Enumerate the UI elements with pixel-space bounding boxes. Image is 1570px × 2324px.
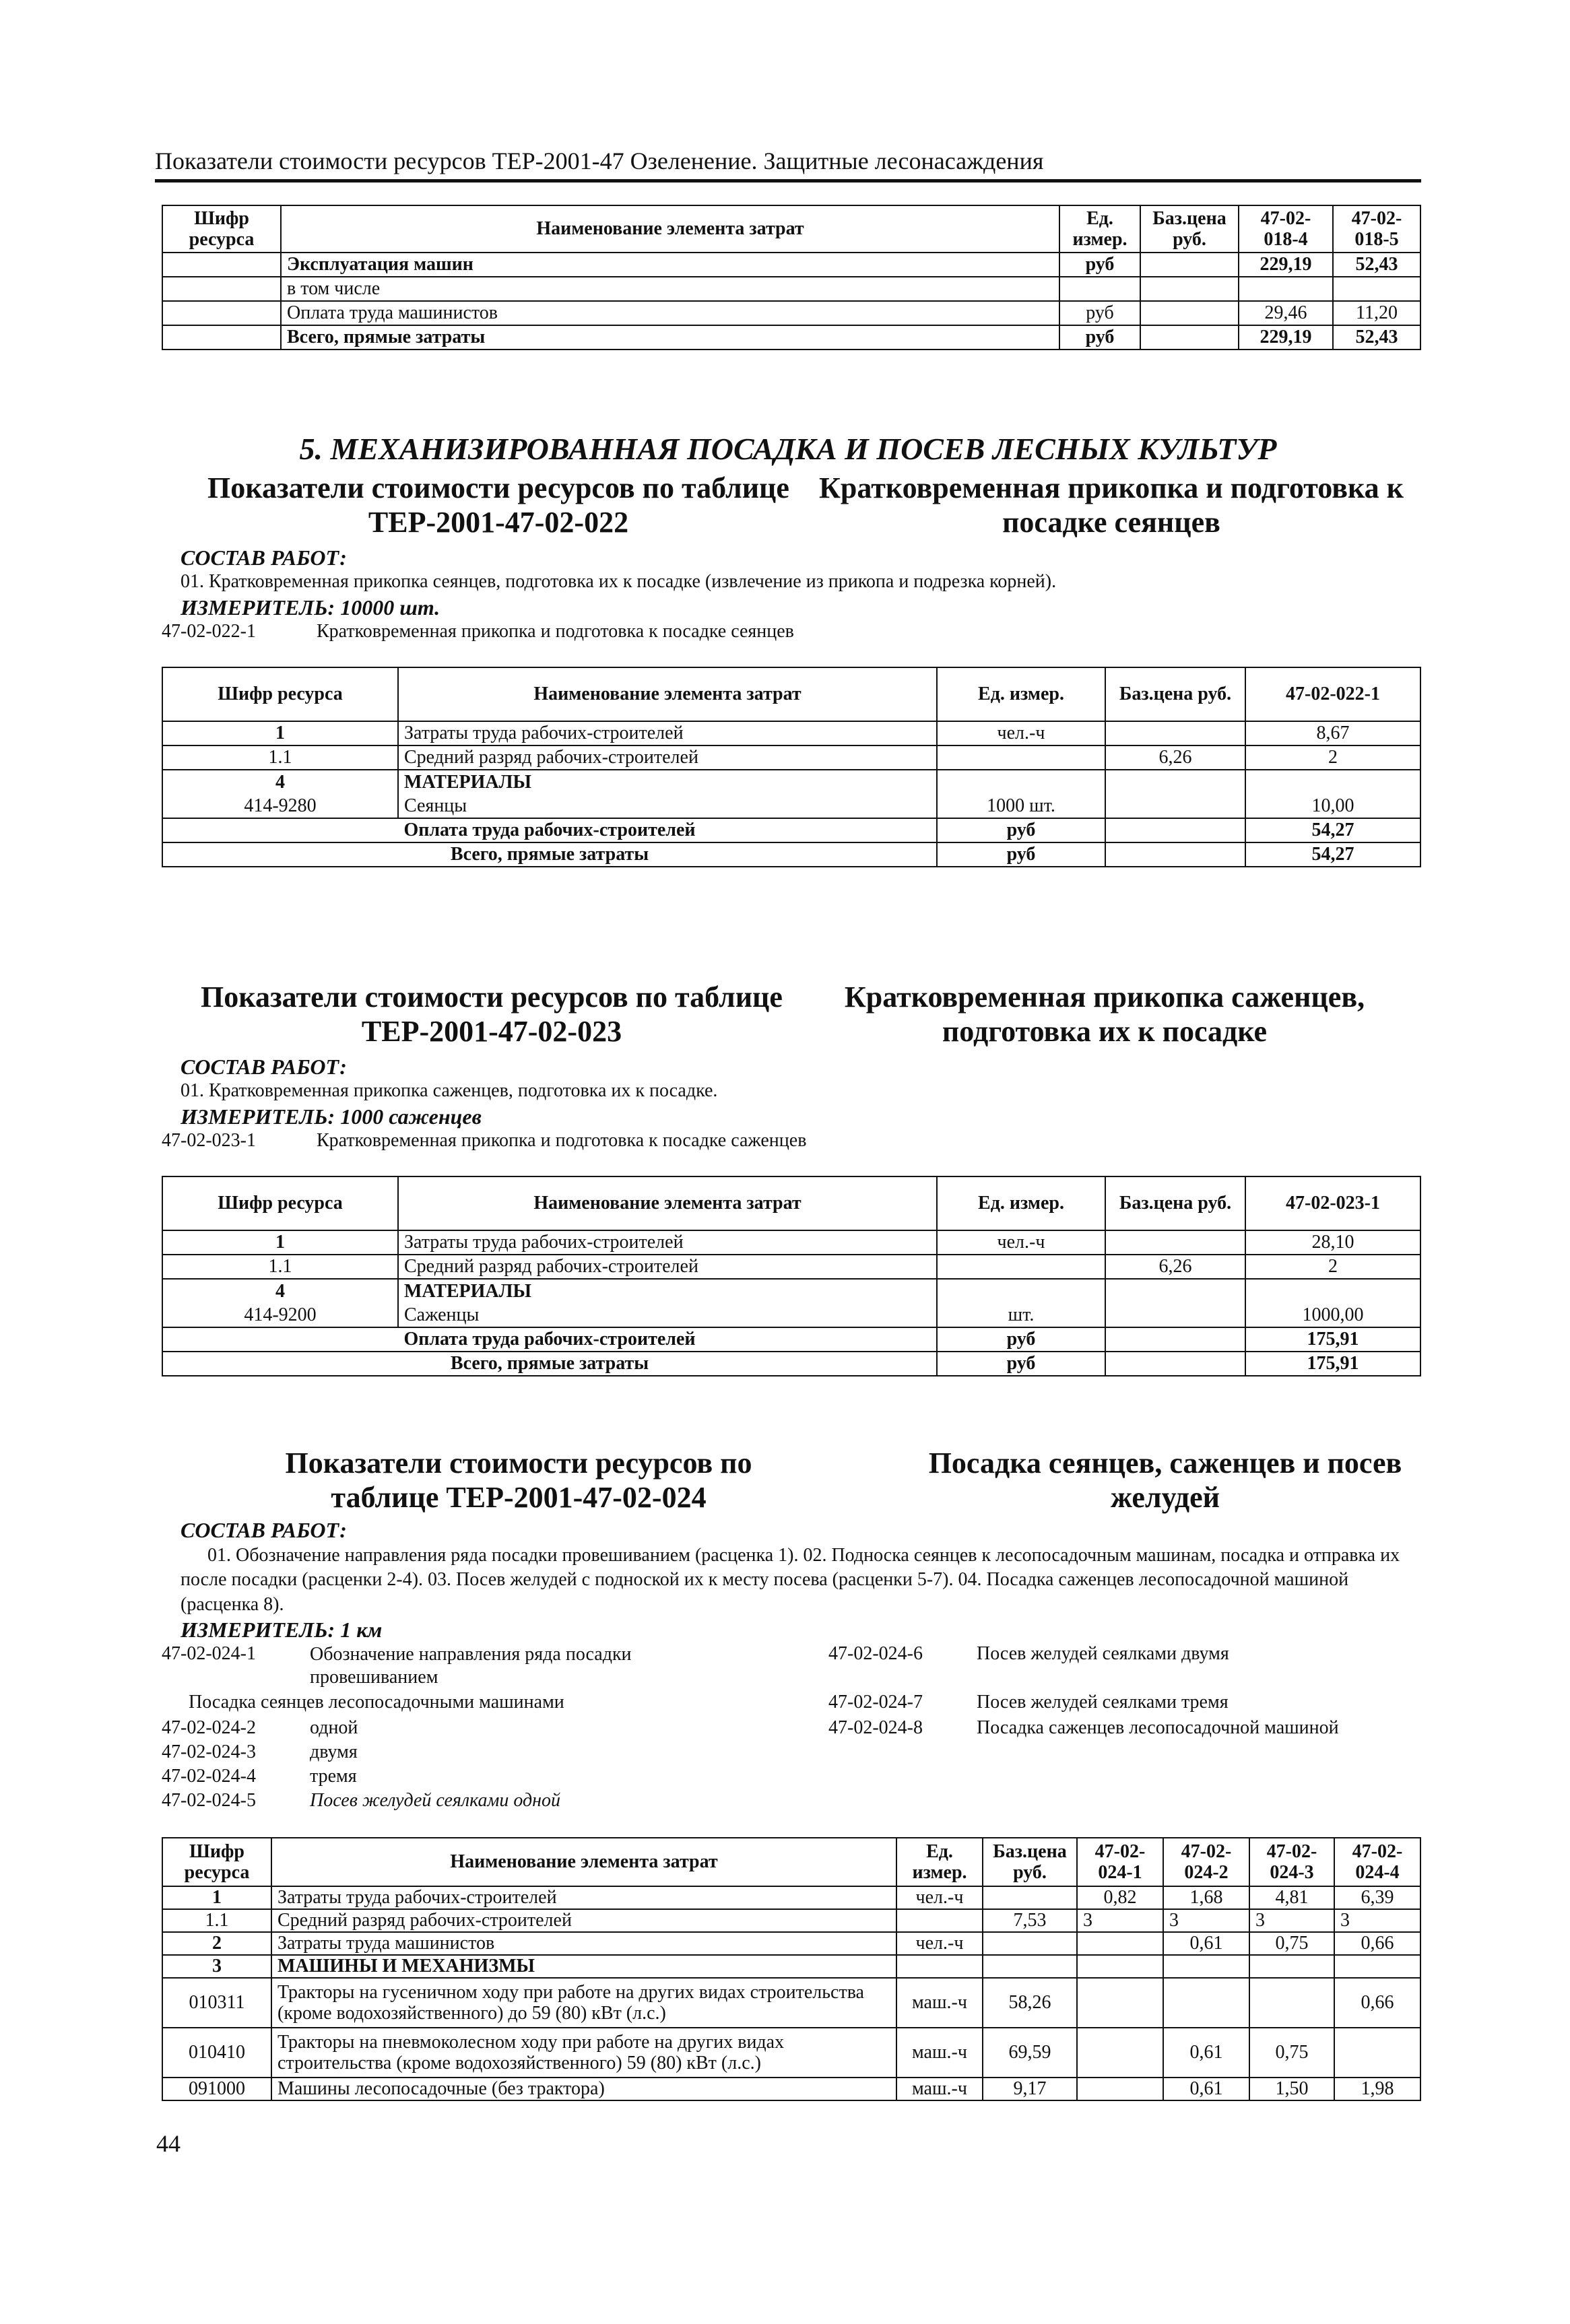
cell [1334,1955,1420,1978]
list-code: 47-02-024-3 [162,1741,256,1762]
cell [1140,301,1239,325]
meter-text: ИЗМЕРИТЕЛЬ: 10000 шт. [181,595,440,620]
col-header: Шифр ресурса [162,1838,271,1886]
cell: 52,43 [1333,253,1420,277]
table-row [162,1886,1420,1909]
cell: 4 [162,770,398,794]
list-desc: одной [310,1717,358,1738]
code-list-right [828,1643,1421,1741]
cell [1140,277,1239,301]
section-left-title: Показатели стоимости ресурсов по таблице ТЕР-2001-47-02-023 [201,981,783,1048]
cell [1163,1978,1249,2028]
cell: 10,00 [1245,794,1420,818]
col-header: 47-02-024-3 [1249,1838,1334,1886]
list-item [828,1692,1421,1717]
list-code: 47-02-024-2 [162,1717,256,1738]
composition-text: 01. Кратковременная прикопка саженцев, подготовка их к посадке. [181,1080,718,1101]
cell: руб [937,818,1105,842]
cell: 0,82 [1077,1886,1163,1909]
cell [1077,1978,1163,2028]
col-header: Наименование элемента затрат [271,1838,896,1886]
cell: 4 [162,1279,398,1303]
cell [937,1279,1105,1303]
cell: 8,67 [1245,721,1420,745]
col-header: 47-02-023-1 [1245,1176,1420,1230]
cell: 28,10 [1245,1230,1420,1255]
cell: МАТЕРИАЛЫ [398,1279,937,1303]
list-code: 47-02-024-4 [162,1766,256,1787]
table-018 [162,205,1421,350]
list-desc: Посев желудей сеялками одной [310,1790,561,1811]
cell: 1.1 [162,745,398,770]
cell: 0,66 [1334,1932,1420,1955]
list-code: 47-02-024-8 [828,1717,923,1738]
cell [937,1255,1105,1279]
cell: Всего, прямые затраты [162,1352,937,1376]
cell: МАТЕРИАЛЫ [398,770,937,794]
cell [1239,277,1333,301]
section-title: 5. МЕХАНИЗИРОВАННАЯ ПОСАДКА И ПОСЕВ ЛЕСНЫХ КУЛЬТУР [299,432,1277,466]
table-024 [162,1837,1421,2101]
cell: 3 [1334,1909,1420,1932]
cell [896,1955,983,1978]
cell: 229,19 [1239,253,1333,277]
table-row [162,1255,1420,1279]
col-header: Баз.цена руб. [1140,205,1239,253]
col-header: Баз.цена руб. [983,1838,1077,1886]
cell: 11,20 [1333,301,1420,325]
cell: 54,27 [1245,842,1420,867]
table-row [162,1352,1420,1376]
col-header: 47-02-018-5 [1333,205,1420,253]
cell [1077,2078,1163,2100]
cell [1245,770,1420,794]
header-rule [155,179,1421,182]
cell: 0,75 [1249,2028,1334,2078]
list-item [162,1741,741,1766]
cell: руб [1059,253,1140,277]
cell: 3 [1249,1909,1334,1932]
page-number: 44 [156,2130,181,2157]
composition-text: 01. Кратковременная прикопка сеянцев, подготовка их к посадке (извлечение из прикопа и подрезка корней). [181,571,1057,592]
cell [983,1955,1077,1978]
cell [1105,818,1245,842]
cell: шт. [937,1303,1105,1327]
cell [1105,770,1245,794]
composition-label: СОСТАВ РАБОТ: [181,1055,347,1079]
cell [1163,1955,1249,1978]
col-header: Ед. измер. [896,1838,983,1886]
table-row [162,1932,1420,1955]
cell: чел.-ч [937,1230,1105,1255]
cell: 52,43 [1333,325,1420,350]
cell [937,770,1105,794]
cell [1077,2028,1163,2078]
cell [162,277,281,301]
table-row [162,818,1420,842]
table-row [162,1955,1420,1978]
table-row [162,277,1420,301]
cell [1105,1230,1245,1255]
list-desc: Посадка саженцев лесопосадочной машиной [977,1717,1339,1738]
resource-code: 47-02-023-1 [162,1130,256,1151]
cell [1105,842,1245,867]
cell: Затраты труда рабочих-строителей [398,1230,937,1255]
cell [1140,253,1239,277]
cell: 6,26 [1105,745,1245,770]
cell: 1 [162,721,398,745]
cell: 0,61 [1163,2078,1249,2100]
cell: 9,17 [983,2078,1077,2100]
cell: 0,61 [1163,2028,1249,2078]
cell: руб [937,1327,1105,1352]
cell: маш.-ч [896,2078,983,2100]
cell: 29,46 [1239,301,1333,325]
composition-text: 01. Обозначение направления ряда посадки провешиванием (расценка 1). 02. Подноска сеянцев к лесопосадочным машинам, посадка и отправка их после посадки (расценки 2-4). 03. Посев желудей с подноской их к месту посева (расценки 5-7). 04. Посадка саженцев лесопосадочной машиной (расценка 8). [181,1545,1400,1615]
resource-code: 47-02-022-1 [162,621,256,642]
cell: 58,26 [983,1978,1077,2028]
table-row [162,1909,1420,1932]
table-header-row [162,1838,1420,1886]
cell [937,745,1105,770]
cell: Затраты труда рабочих-строителей [271,1886,896,1909]
section-right-title: Посадка сеянцев, саженцев и посев желудей [928,1447,1402,1514]
table-row [162,2028,1420,2078]
cell: Затраты труда машинистов [271,1932,896,1955]
cell: маш.-ч [896,2028,983,2078]
table-023 [162,1176,1421,1376]
section-left-title: Показатели стоимости ресурсов по таблице ТЕР-2001-47-02-024 [285,1447,752,1514]
cell: Тракторы на пневмоколесном ходу при работе на других видах строительства (кроме водохозяйственного) 59 (80) кВт (л.с.) [271,2028,896,2078]
cell: 175,91 [1245,1327,1420,1352]
table-row [162,721,1420,745]
col-header: Наименование элемента затрат [398,1176,937,1230]
col-header: 47-02-024-4 [1334,1838,1420,1886]
cell: 1,50 [1249,2078,1334,2100]
cell: Средний разряд рабочих-строителей [398,1255,937,1279]
section-left-title: Показатели стоимости ресурсов по таблице ТЕР-2001-47-02-022 [207,471,789,539]
cell [1140,325,1239,350]
list-item [162,1790,741,1814]
cell [162,325,281,350]
cell [1077,1932,1163,1955]
cell: 010410 [162,2028,271,2078]
table-row [162,301,1420,325]
cell: 1 [162,1886,271,1909]
table-row [162,1327,1420,1352]
cell [1105,721,1245,745]
cell: Всего, прямые затраты [281,325,1059,350]
col-header: Баз.цена руб. [1105,1176,1245,1230]
table-row [162,842,1420,867]
col-header: Баз.цена руб. [1105,667,1245,721]
list-desc: Посев желудей сеялками двумя [977,1643,1229,1664]
cell: 1,98 [1334,2078,1420,2100]
list-desc: Посев желудей сеялками тремя [977,1692,1229,1713]
col-header: 47-02-024-2 [1163,1838,1249,1886]
list-desc: двумя [310,1741,358,1762]
cell: Сеянцы [398,794,937,818]
table-row [162,1230,1420,1255]
cell: Затраты труда рабочих-строителей [398,721,937,745]
table-header-row [162,205,1420,253]
cell [162,301,281,325]
cell: Тракторы на гусеничном ходу при работе на других видах строительства (кроме водохозяйственного) до 59 (80) кВт (л.с.) [271,1978,896,2028]
list-item [162,1717,741,1741]
composition-label: СОСТАВ РАБОТ: [181,545,347,570]
cell: 1.1 [162,1255,398,1279]
cell: 091000 [162,2078,271,2100]
cell [162,253,281,277]
col-header: Шифр ресурса [162,667,398,721]
cell: 414-9280 [162,794,398,818]
col-header: 47-02-018-4 [1239,205,1333,253]
list-desc: Посадка сеянцев лесопосадочными машинами [189,1692,564,1713]
col-header: Шифр ресурса [162,205,281,253]
table-row [162,770,1420,794]
col-header: Наименование элемента затрат [398,667,937,721]
cell: руб [1059,325,1140,350]
composition-label: СОСТАВ РАБОТ: [181,1518,347,1542]
cell: в том числе [281,277,1059,301]
list-desc: тремя [310,1766,357,1787]
cell: 0,61 [1163,1932,1249,1955]
cell: 6,39 [1334,1886,1420,1909]
list-code: 47-02-024-6 [828,1643,923,1664]
cell: 2 [1245,1255,1420,1279]
resource-desc: Кратковременная прикопка и подготовка к посадке саженцев [317,1130,807,1151]
cell: маш.-ч [896,1978,983,2028]
cell: руб [937,1352,1105,1376]
list-item [162,1692,741,1717]
cell: МАШИНЫ И МЕХАНИЗМЫ [271,1955,896,1978]
cell: 1 [162,1230,398,1255]
list-desc: Обозначение направления ряда посадки провешиванием [310,1644,632,1688]
section-right-title: Кратковременная прикопка и подготовка к посадке сеянцев [818,471,1404,539]
resource-desc: Кратковременная прикопка и подготовка к посадке сеянцев [317,621,794,642]
cell [1105,1352,1245,1376]
cell: чел.-ч [896,1932,983,1955]
col-header: Ед. измер. [937,667,1105,721]
cell: 7,53 [983,1909,1077,1932]
cell: 6,26 [1105,1255,1245,1279]
cell [1059,277,1140,301]
cell [983,1932,1077,1955]
cell: руб [937,842,1105,867]
cell: Оплата труда рабочих-строителей [162,1327,937,1352]
cell: 1.1 [162,1909,271,1932]
cell: 175,91 [1245,1352,1420,1376]
list-item [828,1643,1421,1692]
cell [983,1886,1077,1909]
table-row [162,2078,1420,2100]
col-header: 47-02-022-1 [1245,667,1420,721]
cell: 3 [1163,1909,1249,1932]
cell: 0,66 [1334,1978,1420,2028]
list-code: 47-02-024-7 [828,1692,923,1713]
table-row [162,1978,1420,2028]
cell: Средний разряд рабочих-строителей [271,1909,896,1932]
col-header: Наименование элемента затрат [281,205,1059,253]
col-header: 47-02-024-1 [1077,1838,1163,1886]
cell: Оплата труда машинистов [281,301,1059,325]
col-header: Ед. измер. [1059,205,1140,253]
cell [1245,1279,1420,1303]
cell [1105,1327,1245,1352]
list-item [162,1643,741,1692]
cell: 4,81 [1249,1886,1334,1909]
cell [1334,2028,1420,2078]
cell: Саженцы [398,1303,937,1327]
cell: Средний разряд рабочих-строителей [398,745,937,770]
cell: чел.-ч [896,1886,983,1909]
cell [1105,1303,1245,1327]
meter-text: ИЗМЕРИТЕЛЬ: 1 км [181,1618,383,1642]
table-row [162,745,1420,770]
cell: 010311 [162,1978,271,2028]
cell [896,1909,983,1932]
list-code: 47-02-024-5 [162,1790,256,1811]
table-row [162,794,1420,818]
list-code: 47-02-024-1 [162,1643,256,1664]
cell: Машины лесопосадочные (без трактора) [271,2078,896,2100]
col-header: Шифр ресурса [162,1176,398,1230]
cell: 69,59 [983,2028,1077,2078]
meter-text: ИЗМЕРИТЕЛЬ: 1000 саженцев [181,1104,482,1129]
cell [1249,1955,1334,1978]
list-item [162,1766,741,1790]
cell: 2 [1245,745,1420,770]
col-header: Ед. измер. [937,1176,1105,1230]
cell: 54,27 [1245,818,1420,842]
cell [1333,277,1420,301]
table-row [162,1303,1420,1327]
cell: руб [1059,301,1140,325]
cell [1249,1978,1334,2028]
cell [1105,794,1245,818]
cell: Всего, прямые затраты [162,842,937,867]
cell: 0,75 [1249,1932,1334,1955]
table-022 [162,667,1421,867]
table-header-row [162,667,1420,721]
cell: 3 [1077,1909,1163,1932]
cell: 414-9200 [162,1303,398,1327]
cell: 2 [162,1932,271,1955]
code-list-left [162,1643,741,1814]
cell: Оплата труда рабочих-строителей [162,818,937,842]
page-header: Показатели стоимости ресурсов ТЕР-2001-47 Озеленение. Защитные лесонасаждения [155,147,1044,174]
cell: 1000 шт. [937,794,1105,818]
cell: 1,68 [1163,1886,1249,1909]
cell [1077,1955,1163,1978]
cell: 1000,00 [1245,1303,1420,1327]
section-right-title: Кратковременная прикопка саженцев, подготовка их к посадке [844,981,1365,1048]
table-header-row [162,1176,1420,1230]
cell: 3 [162,1955,271,1978]
cell: Эксплуатация машин [281,253,1059,277]
cell [1105,1279,1245,1303]
table-row [162,325,1420,350]
list-item [828,1717,1421,1741]
cell: чел.-ч [937,721,1105,745]
table-row [162,253,1420,277]
table-row [162,1279,1420,1303]
cell: 229,19 [1239,325,1333,350]
